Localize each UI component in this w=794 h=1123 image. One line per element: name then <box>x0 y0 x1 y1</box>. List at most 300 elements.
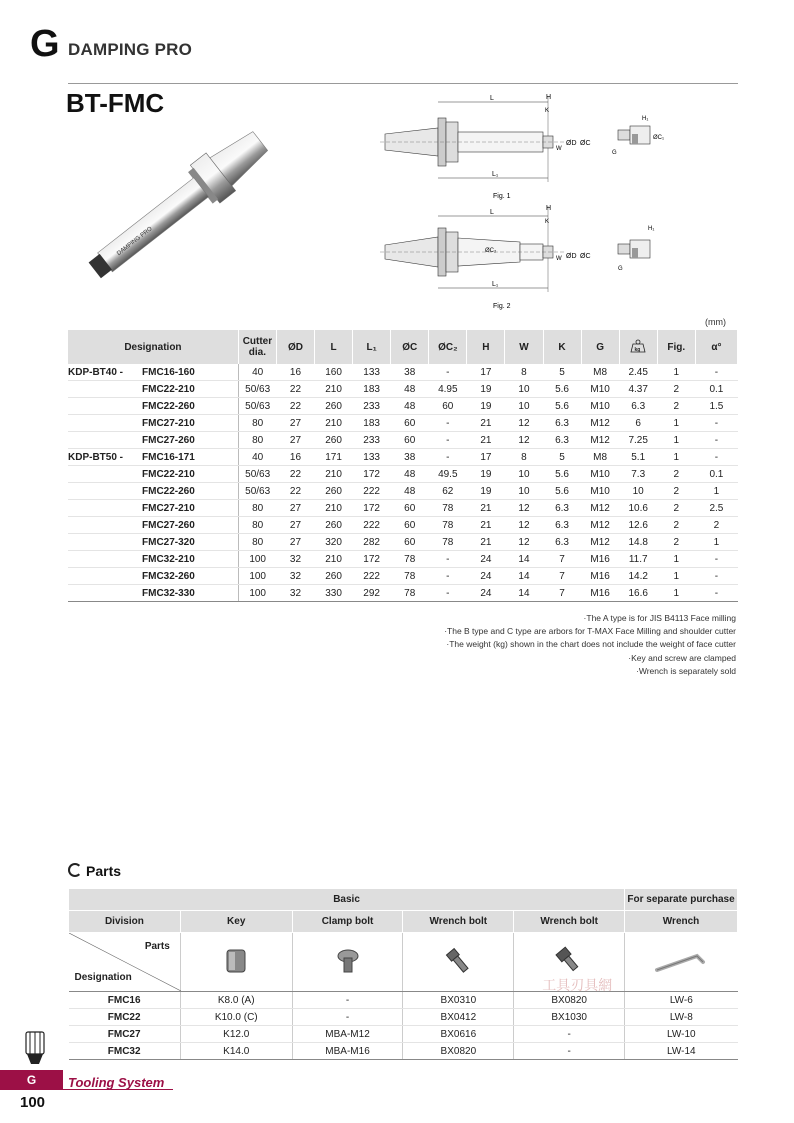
spec-cell: 6.3 <box>543 517 581 534</box>
spec-cell: 2 <box>657 466 695 483</box>
parts-table <box>68 888 738 1060</box>
spec-cell: 16 <box>276 449 314 466</box>
diag-parts-label: Parts <box>144 941 170 952</box>
spec-cell: - <box>695 551 737 568</box>
spec-cell: 1.5 <box>695 398 737 415</box>
photo-label: DAMPING PRO <box>116 226 154 258</box>
spec-cell: 62 <box>429 483 467 500</box>
spec-cell: - <box>695 568 737 585</box>
spec-cell: 133 <box>353 364 391 381</box>
unit-label: (mm) <box>705 317 726 327</box>
spec-cell: 233 <box>353 398 391 415</box>
spec-cell: 222 <box>353 568 391 585</box>
parts-cell: - <box>292 1009 403 1026</box>
section-tab[interactable]: G <box>0 1070 63 1090</box>
dim-label-W: W <box>556 146 562 152</box>
parts-basic-header: Basic <box>69 889 625 911</box>
clamp-bolt-image <box>292 933 403 992</box>
spec-cell: 21 <box>467 534 505 551</box>
spec-cell: 1 <box>657 585 695 602</box>
parts-row <box>69 1026 738 1043</box>
spec-cell: - <box>695 432 737 449</box>
spec-cell: 12.6 <box>619 517 657 534</box>
dim-label-H: H <box>546 205 552 212</box>
spec-cell: M8 <box>581 449 619 466</box>
dim-label-OC1: ØC₁ <box>653 135 665 141</box>
spec-cell: 60 <box>391 500 429 517</box>
spec-cell: 5.1 <box>619 449 657 466</box>
spec-cell: 7 <box>543 568 581 585</box>
model-name: FMC27-210 <box>142 502 195 514</box>
dim-label-H1: H₁ <box>642 116 649 122</box>
spec-cell: 12 <box>505 432 543 449</box>
notes <box>444 612 736 678</box>
spec-cell: M12 <box>581 415 619 432</box>
spec-cell: 60 <box>391 415 429 432</box>
model-name: FMC22-260 <box>142 400 195 412</box>
spec-row <box>68 551 738 568</box>
parts-title: Parts <box>86 863 122 879</box>
spec-cell: 172 <box>353 466 391 483</box>
spec-cell: 1 <box>657 551 695 568</box>
dim-label-OC2: ØC₂ <box>485 248 497 254</box>
spec-cell: 7 <box>543 585 581 602</box>
spec-cell: 14.8 <box>619 534 657 551</box>
parts-division-cell: FMC27 <box>69 1026 181 1043</box>
spec-cell: 16 <box>276 364 314 381</box>
spec-cell: 5.6 <box>543 398 581 415</box>
spec-cell: 48 <box>391 466 429 483</box>
key-icon <box>221 946 251 976</box>
parts-row <box>69 1043 738 1060</box>
designation-cell <box>68 432 238 449</box>
spec-cell: M12 <box>581 534 619 551</box>
spec-cell: 6.3 <box>619 398 657 415</box>
spec-cell: 17 <box>467 364 505 381</box>
parts-division-cell: FMC32 <box>69 1043 181 1060</box>
parts-col-wrench-bolt-2: Wrench bolt <box>514 911 625 933</box>
spec-cell: - <box>695 585 737 602</box>
parts-cell: BX0310 <box>403 992 514 1009</box>
spec-cell: 21 <box>467 500 505 517</box>
spec-cell: 260 <box>315 568 353 585</box>
spec-cell: 38 <box>391 449 429 466</box>
dim-label-OD: ØD <box>566 253 577 260</box>
spec-cell: 1 <box>657 432 695 449</box>
header-k: K <box>543 330 581 364</box>
product-photo <box>62 125 282 290</box>
spec-cell: M16 <box>581 568 619 585</box>
spec-cell: 2 <box>657 381 695 398</box>
parts-col-key: Key <box>180 911 292 933</box>
figure-2-label: Fig. 2 <box>493 303 511 310</box>
spec-cell: - <box>429 568 467 585</box>
spec-cell: 10 <box>619 483 657 500</box>
spec-cell: 2.5 <box>695 500 737 517</box>
spec-cell: 5.6 <box>543 483 581 500</box>
spec-cell: 10 <box>505 466 543 483</box>
key-image <box>180 933 292 992</box>
designation-cell <box>68 466 238 483</box>
spec-cell: 100 <box>238 568 276 585</box>
model-name: FMC32-210 <box>142 553 195 565</box>
spec-cell: 260 <box>315 517 353 534</box>
spec-row <box>68 534 738 551</box>
note-item: ·The weight (kg) shown in the chart does not include the weight of face cutter <box>446 639 736 650</box>
spec-cell: 6.3 <box>543 500 581 517</box>
spec-cell: 40 <box>238 449 276 466</box>
spec-cell: - <box>429 432 467 449</box>
spec-cell: 48 <box>391 483 429 500</box>
spec-cell: M10 <box>581 381 619 398</box>
parts-cell: MBA-M12 <box>292 1026 403 1043</box>
spec-cell: 14.2 <box>619 568 657 585</box>
spec-cell: 80 <box>238 534 276 551</box>
spec-cell: 60 <box>391 517 429 534</box>
designation-cell <box>68 585 238 602</box>
wrench-bolt-image <box>403 933 514 992</box>
wrench-bolt-icon <box>441 946 475 976</box>
spec-cell: M10 <box>581 483 619 500</box>
header-h: H <box>467 330 505 364</box>
spec-cell: 282 <box>353 534 391 551</box>
section-title: DAMPING PRO <box>68 40 193 59</box>
spec-cell: - <box>429 364 467 381</box>
header-cutter-dia: Cutter dia. <box>238 330 276 364</box>
designation-cell <box>68 381 238 398</box>
header-oc: ØC <box>391 330 429 364</box>
parts-cell: BX0412 <box>403 1009 514 1026</box>
spec-cell: 5 <box>543 364 581 381</box>
parts-cell: BX0616 <box>403 1026 514 1043</box>
dim-label-K: K <box>545 108 550 114</box>
spec-cell: 50/63 <box>238 483 276 500</box>
model-name: FMC22-210 <box>142 383 195 395</box>
model-name: FMC22-210 <box>142 468 195 480</box>
spec-cell: 1 <box>657 415 695 432</box>
spec-cell: 183 <box>353 415 391 432</box>
designation-cell <box>68 398 238 415</box>
spec-cell: 233 <box>353 432 391 449</box>
figure-1-drawing <box>380 92 680 202</box>
header-divider <box>68 83 738 84</box>
spec-cell: 19 <box>467 466 505 483</box>
dim-label-L: L <box>490 209 494 216</box>
parts-cell: LW-10 <box>625 1026 738 1043</box>
designation-cell <box>68 517 238 534</box>
spec-cell: 7.3 <box>619 466 657 483</box>
header-l: L <box>315 330 353 364</box>
spec-cell: 171 <box>315 449 353 466</box>
spec-cell: 11.7 <box>619 551 657 568</box>
dim-label-L1: L₁ <box>492 171 499 178</box>
header-w: W <box>505 330 543 364</box>
designation-cell <box>68 551 238 568</box>
spec-cell: - <box>695 449 737 466</box>
spec-cell: 320 <box>315 534 353 551</box>
spec-cell: 12 <box>505 517 543 534</box>
spec-cell: 40 <box>238 364 276 381</box>
designation-cell <box>68 449 238 466</box>
footer-section: Tooling System <box>68 1075 165 1090</box>
spec-row <box>68 466 738 483</box>
note-item: ·The A type is for JIS B4113 Face milling <box>583 613 736 623</box>
spec-cell: 27 <box>276 415 314 432</box>
spec-cell: M16 <box>581 585 619 602</box>
spec-cell: - <box>429 415 467 432</box>
spec-cell: 2 <box>657 398 695 415</box>
model-name: FMC16-171 <box>142 451 195 463</box>
dim-label-OD: ØD <box>566 140 577 147</box>
spec-cell: 222 <box>353 517 391 534</box>
designation-cell <box>68 500 238 517</box>
spec-cell: 160 <box>315 364 353 381</box>
spec-cell: 27 <box>276 500 314 517</box>
spec-cell: - <box>695 364 737 381</box>
wrench-bolt-2-image <box>514 933 625 992</box>
parts-col-clamp-bolt: Clamp bolt <box>292 911 403 933</box>
figure-1-label: Fig. 1 <box>493 193 511 200</box>
designation-cell <box>68 568 238 585</box>
header-oc2: ØC₂ <box>429 330 467 364</box>
spec-cell: 260 <box>315 398 353 415</box>
spec-cell: 14 <box>505 568 543 585</box>
weight-unit: kg <box>634 346 641 353</box>
spec-cell: 60 <box>391 432 429 449</box>
spec-cell: M12 <box>581 517 619 534</box>
spec-cell: 10 <box>505 398 543 415</box>
spec-cell: 12 <box>505 500 543 517</box>
spec-cell: 27 <box>276 517 314 534</box>
spec-cell: 210 <box>315 381 353 398</box>
parts-row <box>69 1009 738 1026</box>
parts-heading <box>68 863 121 879</box>
parts-col-division: Division <box>69 911 181 933</box>
header-od: ØD <box>276 330 314 364</box>
spec-row <box>68 449 738 466</box>
model-name: FMC27-260 <box>142 519 195 531</box>
spec-cell: 38 <box>391 364 429 381</box>
figure-2-drawing <box>380 202 680 312</box>
header-fig: Fig. <box>657 330 695 364</box>
product-title: BT-FMC <box>66 88 165 118</box>
designation-cell <box>68 534 238 551</box>
note-item: ·Key and screw are clamped <box>628 652 736 663</box>
spec-cell: 14 <box>505 551 543 568</box>
spec-cell: - <box>429 449 467 466</box>
dim-label-OC: ØC <box>580 253 591 260</box>
spec-cell: 260 <box>315 483 353 500</box>
spec-cell: 32 <box>276 585 314 602</box>
spec-cell: 19 <box>467 381 505 398</box>
parts-cell: BX1030 <box>514 1009 625 1026</box>
collet-icon <box>24 1028 46 1066</box>
spec-cell: 8 <box>505 449 543 466</box>
spec-cell: 100 <box>238 551 276 568</box>
spec-cell: 24 <box>467 585 505 602</box>
spec-cell: 24 <box>467 551 505 568</box>
spec-cell: 17 <box>467 449 505 466</box>
note-item: ·The B type and C type are arbors for T-MAX Face Milling and shoulder cutter <box>444 626 736 637</box>
spec-header-row <box>68 330 738 364</box>
spec-cell: 32 <box>276 551 314 568</box>
spec-cell: 32 <box>276 568 314 585</box>
parts-cell: - <box>292 992 403 1009</box>
spec-cell: 60 <box>429 398 467 415</box>
spec-cell: 50/63 <box>238 466 276 483</box>
spec-cell: 210 <box>315 466 353 483</box>
spec-cell: 6.3 <box>543 415 581 432</box>
spec-cell: 21 <box>467 415 505 432</box>
spec-cell: 80 <box>238 415 276 432</box>
spec-cell: 292 <box>353 585 391 602</box>
spec-cell: 78 <box>429 534 467 551</box>
dim-label-G: G <box>618 266 623 272</box>
spec-cell: 172 <box>353 551 391 568</box>
spec-cell: 1 <box>695 534 737 551</box>
spec-cell: 8 <box>505 364 543 381</box>
spec-cell: 78 <box>391 585 429 602</box>
spec-cell: 50/63 <box>238 398 276 415</box>
spec-cell: 21 <box>467 432 505 449</box>
spec-cell: 2 <box>657 534 695 551</box>
spec-cell: 210 <box>315 415 353 432</box>
parts-cell: - <box>514 1026 625 1043</box>
spec-cell: 60 <box>391 534 429 551</box>
spec-cell: 210 <box>315 551 353 568</box>
spec-cell: 172 <box>353 500 391 517</box>
group-name: KDP-BT50 - <box>68 451 124 463</box>
spec-cell: 6 <box>619 415 657 432</box>
header-alpha: α° <box>695 330 737 364</box>
spec-cell: - <box>429 585 467 602</box>
parts-col-wrench: Wrench <box>625 911 738 933</box>
spec-cell: 2 <box>657 517 695 534</box>
parts-body <box>69 992 738 1060</box>
clamp-bolt-icon <box>331 946 365 976</box>
spec-cell: 78 <box>391 568 429 585</box>
spec-cell: 0.1 <box>695 466 737 483</box>
dim-label-H1: H₁ <box>648 226 655 232</box>
refresh-icon <box>68 863 82 877</box>
dim-label-L1: L₁ <box>492 281 499 288</box>
spec-row <box>68 517 738 534</box>
parts-cell: BX0820 <box>514 992 625 1009</box>
spec-cell: 4.37 <box>619 381 657 398</box>
spec-cell: 22 <box>276 466 314 483</box>
spec-cell: 330 <box>315 585 353 602</box>
spec-body <box>68 364 738 602</box>
watermark: 工具刃具網 <box>542 977 613 993</box>
spec-row <box>68 483 738 500</box>
spec-cell: 7.25 <box>619 432 657 449</box>
diag-designation-label: Designation <box>74 972 132 983</box>
spec-cell: 6.3 <box>543 534 581 551</box>
designation-cell <box>68 483 238 500</box>
model-name: FMC27-320 <box>142 536 195 548</box>
spec-row <box>68 415 738 432</box>
dim-label-L: L <box>490 95 494 102</box>
spec-cell: M8 <box>581 364 619 381</box>
spec-cell: M10 <box>581 398 619 415</box>
spec-cell: - <box>429 551 467 568</box>
parts-division-cell: FMC16 <box>69 992 181 1009</box>
hex-wrench-icon <box>651 946 711 976</box>
weight-icon <box>630 339 646 353</box>
spec-cell: 100 <box>238 585 276 602</box>
spec-cell: M16 <box>581 551 619 568</box>
spec-cell: 48 <box>391 381 429 398</box>
spec-cell: 12 <box>505 415 543 432</box>
spec-row <box>68 500 738 517</box>
spec-cell: 48 <box>391 398 429 415</box>
spec-row <box>68 568 738 585</box>
spec-cell: 49.5 <box>429 466 467 483</box>
spec-cell: 22 <box>276 381 314 398</box>
model-name: FMC22-260 <box>142 485 195 497</box>
parts-cell: - <box>514 1043 625 1060</box>
spec-cell: 7 <box>543 551 581 568</box>
spec-cell: - <box>695 415 737 432</box>
spec-cell: 80 <box>238 517 276 534</box>
dim-label-OC: ØC <box>580 140 591 147</box>
spec-cell: 4.95 <box>429 381 467 398</box>
parts-separate-header: For separate purchase <box>625 889 738 911</box>
spec-cell: 1 <box>657 364 695 381</box>
parts-cell: K12.0 <box>180 1026 292 1043</box>
header-l1: L₁ <box>353 330 391 364</box>
spec-cell: 5 <box>543 449 581 466</box>
spec-cell: 78 <box>429 517 467 534</box>
spec-cell: 5.6 <box>543 381 581 398</box>
spec-cell: 6.3 <box>543 432 581 449</box>
dim-label-K: K <box>545 219 550 225</box>
spec-cell: 0.1 <box>695 381 737 398</box>
spec-cell: 2 <box>657 483 695 500</box>
dim-label-H: H <box>546 94 552 101</box>
parts-cell: K10.0 (C) <box>180 1009 292 1026</box>
header-designation: Designation <box>68 330 238 364</box>
model-name: FMC27-260 <box>142 434 195 446</box>
spec-cell: 10 <box>505 381 543 398</box>
spec-cell: 19 <box>467 398 505 415</box>
model-name: FMC27-210 <box>142 417 195 429</box>
note-item: ·Wrench is separately sold <box>636 665 736 676</box>
parts-cell: MBA-M16 <box>292 1043 403 1060</box>
spec-cell: 27 <box>276 534 314 551</box>
spec-cell: 1 <box>695 483 737 500</box>
spec-row <box>68 364 738 381</box>
spec-table <box>68 330 738 602</box>
model-name: FMC16-160 <box>142 366 195 378</box>
spec-row <box>68 398 738 415</box>
spec-cell: 2 <box>695 517 737 534</box>
parts-col-wrench-bolt: Wrench bolt <box>403 911 514 933</box>
spec-cell: 10.6 <box>619 500 657 517</box>
spec-cell: 22 <box>276 398 314 415</box>
section-letter: G <box>30 23 60 65</box>
spec-cell: 78 <box>391 551 429 568</box>
parts-cell: BX0820 <box>403 1043 514 1060</box>
diagonal-header-cell <box>69 933 181 992</box>
spec-cell: 14 <box>505 585 543 602</box>
spec-row <box>68 585 738 602</box>
spec-cell: 78 <box>429 500 467 517</box>
spec-cell: 210 <box>315 500 353 517</box>
spec-cell: M10 <box>581 466 619 483</box>
spec-cell: 50/63 <box>238 381 276 398</box>
spec-cell: 260 <box>315 432 353 449</box>
